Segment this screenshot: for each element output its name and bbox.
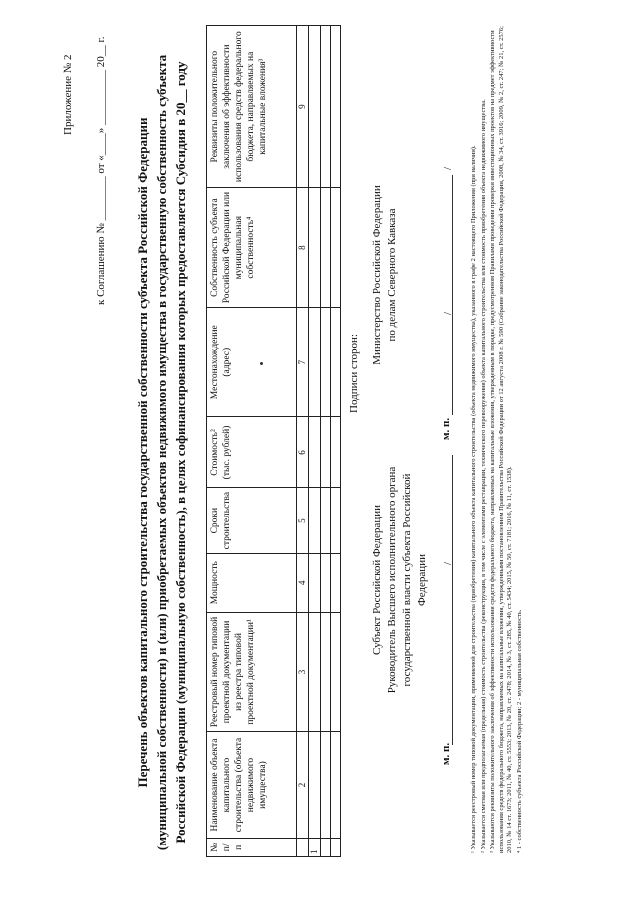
- column-header: Местонахождение (адрес): [207, 307, 297, 417]
- table-cell: [309, 612, 321, 732]
- signatures-title: Подписи сторон:: [348, 333, 360, 413]
- table-row: [309, 26, 321, 857]
- appendix-label: Приложение № 2: [62, 54, 74, 135]
- right-party-block: [370, 145, 400, 405]
- table-cell: [309, 732, 321, 838]
- table-cell: [309, 553, 321, 612]
- table-row: [331, 26, 341, 857]
- left-party-line: Руководитель Высшего исполнительного органа: [386, 466, 398, 694]
- column-header: Наименование объекта капитального строительства (объекта недвижимого имущества): [207, 732, 297, 838]
- title-line-2: (муниципальной собственности) и (или) приобретаемых объектов недвижимого имущества в государственную собственность субъекта: [154, 54, 169, 851]
- left-party-line: Федерации: [416, 554, 428, 606]
- signature-slash: /: [442, 561, 454, 565]
- signature-slash: /: [442, 311, 454, 315]
- column-number: 5: [297, 488, 309, 553]
- left-party-line: государственной власти субъекта Российской: [401, 473, 413, 687]
- column-number: 8: [297, 188, 309, 308]
- table-cell: [309, 417, 321, 488]
- footnote: ⁴ 1 - собственность субъекта Российской Федерации; 2 - муниципальная собственность.: [515, 609, 523, 853]
- left-party-line: Субъект Российской Федерации: [371, 505, 383, 655]
- row-number: 1: [309, 838, 321, 856]
- column-header: Стоимость² (тыс. рублей): [207, 417, 297, 488]
- table-cell: [309, 26, 321, 188]
- objects-table: [206, 25, 341, 857]
- column-number: 3: [297, 612, 309, 732]
- scan-speck: [260, 362, 263, 365]
- table-header-row: [207, 26, 297, 857]
- column-number-row: [297, 26, 309, 857]
- table-cell: [309, 307, 321, 417]
- title-line-3: Российской Федерации (муниципальную собственность), в целях софинансирования которых предоставляется Субсидия в 20__ году: [173, 61, 188, 844]
- column-header: Сроки строительства: [207, 488, 297, 553]
- signature-slash: /: [442, 166, 454, 170]
- stamp-place-left: м. п.: [440, 742, 452, 765]
- column-header: Собственность субъекта Российской Федерации или муниципальная собственность⁴: [207, 188, 297, 308]
- footnotes: [470, 23, 525, 853]
- signature-line-right: [452, 175, 453, 415]
- column-number: 9: [297, 26, 309, 188]
- stamp-place-right: м. п.: [440, 417, 452, 440]
- footnote: ² Указывается сметная или предполагаемая (предельная) стоимость строительства (реконструкции, в том числе с элементами реставрации, технического перевооружения) объекта капитального строительства или стоимость приобретения объекта недвижимого имущества.: [479, 99, 487, 853]
- column-number: 4: [297, 553, 309, 612]
- document-title: [133, 0, 190, 905]
- right-party-line: Министерство Российской Федерации: [371, 185, 383, 365]
- column-header: № п/п: [207, 838, 297, 856]
- footnote: ³ Указываются реквизиты положительного заключения об эффективности использования средств федерального бюджета, направляемых на капитальные вложения, утвержденным в порядке, предусмотренном Правилами проведения проверки инвестиционных проектов на предмет эффективности использования средств федерального бюджета, направляемых на капитальные вложения, утвержденными постановлением Правительства Российской Федерации от 12 августа 2008 г. № 590 (Собрание законодательства Российской Федерации, 2008, № 34, ст. 3916; 2009, № 2, ст. 247; № 21, ст. 2576; 2010, № 14 ст. 1673; 2011, № 40, ст. 5553; 2013, № 20, ст. 2478; 2014, № 3, ст. 285, № 40, ст. 5434; 2015, № 50, ст. 7181; 2016, № 11, ст. 1538).: [489, 26, 513, 853]
- column-header: Реестровый номер типовой проектной документации из реестра типовой проектной документации¹: [207, 612, 297, 732]
- title-line-1: Перечень объектов капитального строительства государственной собственности субъекта Российской Федерации: [135, 117, 150, 788]
- column-header: Мощность: [207, 553, 297, 612]
- agreement-line: к Соглашению № ________ от «____» __________ 20__ г.: [95, 36, 107, 305]
- table-cell: [309, 188, 321, 308]
- column-number: 2: [297, 732, 309, 838]
- footnote: ¹ Указывается реестровый номер типовой документации, применяемой для строительства (приобретения) капитального объекта капитального строительства (объекта недвижимого имущества), указанного в графе 2 настоящего Приложения (при наличии).: [470, 145, 477, 853]
- column-header: Реквизиты положительного заключения об эффективности использования средств федерального бюджета, направляемых на капитальные вложения³: [207, 26, 297, 188]
- table-cell: [309, 488, 321, 553]
- column-number: 7: [297, 307, 309, 417]
- column-number: 6: [297, 417, 309, 488]
- right-party-line: по делам Северного Кавказа: [386, 208, 398, 342]
- table-row: [321, 26, 331, 857]
- column-number: [297, 838, 309, 856]
- signature-line-left: [452, 455, 453, 745]
- left-party-block: [370, 445, 430, 715]
